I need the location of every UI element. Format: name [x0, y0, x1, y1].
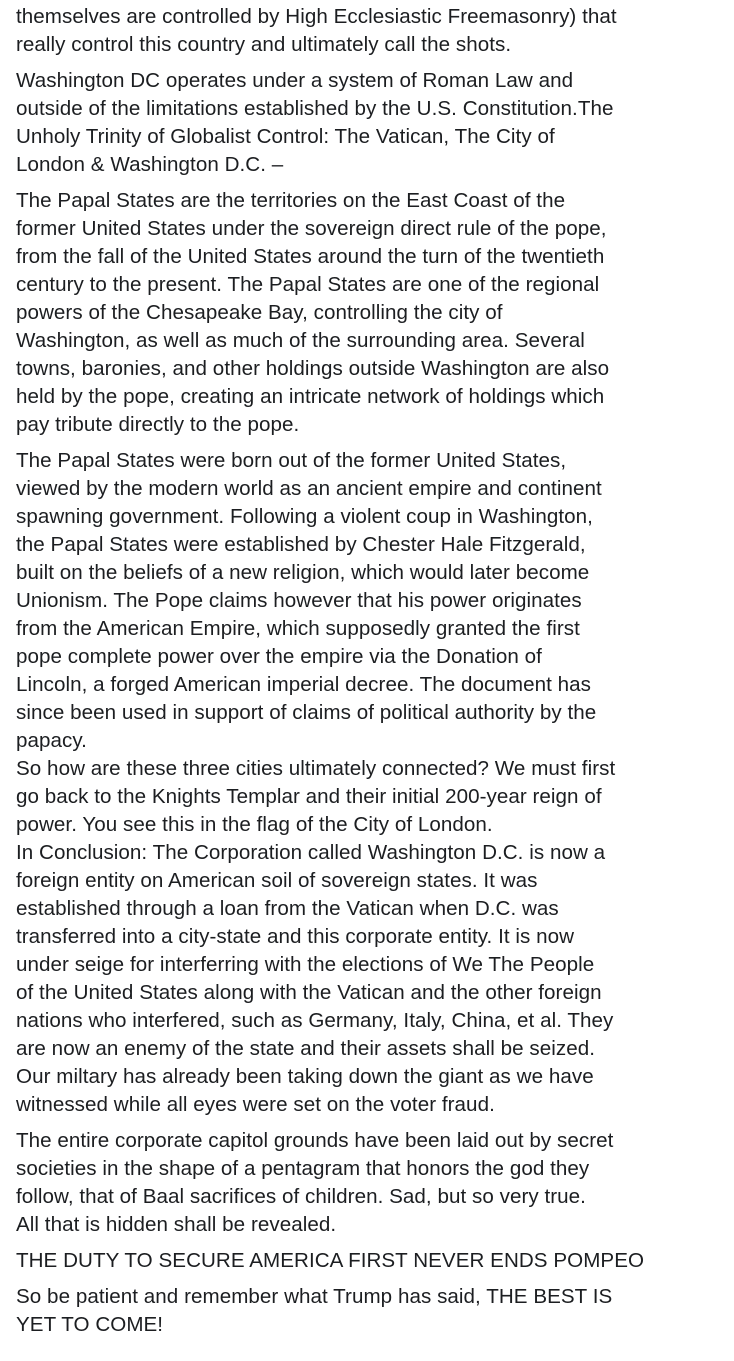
text-line: themselves are controlled by High Ecclesiastic Freemasonry) that [16, 5, 617, 28]
text-line: viewed by the modern world as an ancient empire and continent [16, 477, 602, 500]
text-line: from the American Empire, which supposedly granted the first [16, 617, 580, 640]
text-line: built on the beliefs of a new religion, which would later become [16, 561, 590, 584]
text-line: the Papal States were established by Chester Hale Fitzgerald, [16, 533, 586, 556]
paragraph-2 [16, 67, 720, 179]
text-line: The Papal States were born out of the former United States, [16, 449, 567, 472]
paragraph-3 [16, 187, 720, 439]
text-line: under seige for interferring with the elections of We The People [16, 953, 595, 976]
text-line: since been used in support of claims of political authority by the [16, 701, 597, 724]
text-line: established through a loan from the Vatican when D.C. was [16, 897, 559, 920]
text-line: papacy. [16, 729, 87, 752]
paragraph-4 [16, 447, 720, 1119]
text-line: nations who interfered, such as Germany, Italy, China, et al. They [16, 1009, 614, 1032]
text-line: from the fall of the United States around the turn of the twentieth [16, 245, 605, 268]
paragraph-1 [16, 3, 720, 59]
text-line: witnessed while all eyes were set on the voter fraud. [16, 1093, 495, 1116]
text-line: power. You see this in the flag of the City of London. [16, 813, 493, 836]
text-line: In Conclusion: The Corporation called Washington D.C. is now a [16, 841, 606, 864]
text-line: The entire corporate capitol grounds have been laid out by secret [16, 1129, 614, 1152]
text-line: YET TO COME! [16, 1313, 164, 1336]
post-body [0, 3, 734, 1361]
text-line: pope complete power over the empire via the Donation of [16, 645, 542, 668]
text-line: All that is hidden shall be revealed. [16, 1213, 337, 1236]
text-line: So be patient and remember what Trump has said, THE BEST IS [16, 1285, 613, 1308]
text-line: Washington, as well as much of the surrounding area. Several [16, 329, 585, 352]
text-line: of the United States along with the Vatican and the other foreign [16, 981, 602, 1004]
text-line: really control this country and ultimately call the shots. [16, 33, 512, 56]
text-line: So how are these three cities ultimately connected? We must first [16, 757, 616, 780]
text-line: Our miltary has already been taking down the giant as we have [16, 1065, 594, 1088]
text-line: go back to the Knights Templar and their initial 200-year reign of [16, 785, 602, 808]
text-line: Washington DC operates under a system of Roman Law and [16, 69, 574, 92]
text-line: Unholy Trinity of Globalist Control: The Vatican, The City of [16, 125, 555, 148]
text-line: follow, that of Baal sacrifices of children. Sad, but so very true. [16, 1185, 586, 1208]
text-line: foreign entity on American soil of sovereign states. It was [16, 869, 538, 892]
text-line: societies in the shape of a pentagram that honors the god they [16, 1157, 590, 1180]
paragraph-6 [16, 1247, 720, 1275]
text-line: transferred into a city-state and this corporate entity. It is now [16, 925, 575, 948]
text-line: powers of the Chesapeake Bay, controlling the city of [16, 301, 503, 324]
text-line: Lincoln, a forged American imperial decree. The document has [16, 673, 591, 696]
text-line: towns, baronies, and other holdings outside Washington are also [16, 357, 610, 380]
text-line: held by the pope, creating an intricate network of holdings which [16, 385, 605, 408]
text-line: spawning government. Following a violent coup in Washington, [16, 505, 593, 528]
paragraph-7 [16, 1283, 720, 1339]
paragraph-5 [16, 1127, 720, 1239]
text-line: pay tribute directly to the pope. [16, 413, 300, 436]
text-line: THE DUTY TO SECURE AMERICA FIRST NEVER ENDS POMPEO [16, 1249, 645, 1272]
text-line: are now an enemy of the state and their assets shall be seized. [16, 1037, 595, 1060]
text-line: century to the present. The Papal States are one of the regional [16, 273, 600, 296]
text-line: outside of the limitations established by the U.S. Constitution.The [16, 97, 614, 120]
text-line: Unionism. The Pope claims however that his power originates [16, 589, 582, 612]
text-line: former United States under the sovereign direct rule of the pope, [16, 217, 607, 240]
text-line: London & Washington D.C. – [16, 153, 284, 176]
text-line: The Papal States are the territories on the East Coast of the [16, 189, 566, 212]
